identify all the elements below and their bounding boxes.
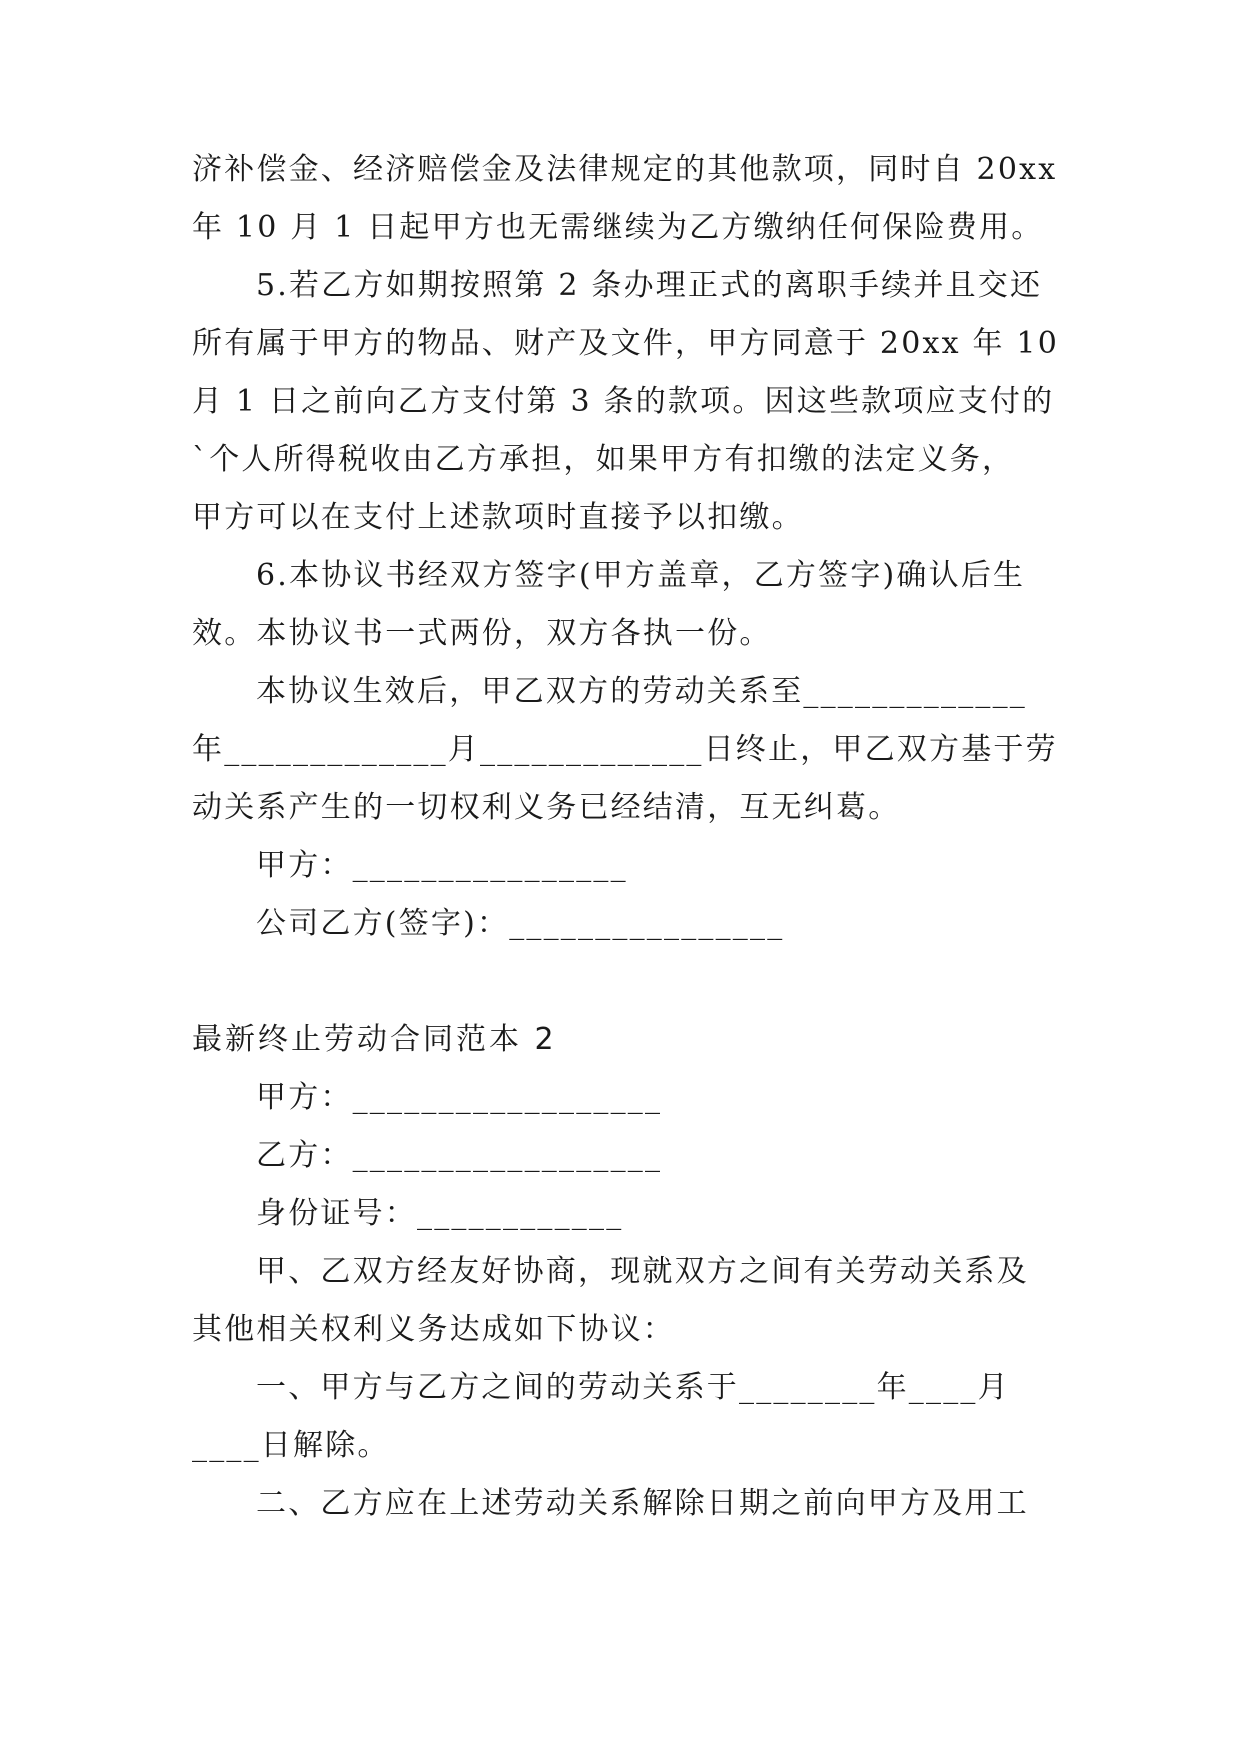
clause-line: 二、乙方应在上述劳动关系解除日期之前向甲方及用工	[256, 1486, 1029, 1521]
party-a-field: 甲方：__________________	[256, 1080, 663, 1115]
clause-line: 一、甲方与乙方之间的劳动关系于________年____月	[256, 1370, 1010, 1405]
text-line: 动关系产生的一切权利义务已经结清，互无纠葛。	[192, 790, 901, 825]
text-line: `个人所得税收由乙方承担，如果甲方有扣缴的法定义务，	[192, 442, 1015, 477]
text-line: 效。本协议书一式两份，双方各执一份。	[192, 616, 772, 651]
text-line: 年_____________月_____________日终止，甲乙双方基于劳	[192, 732, 1058, 767]
text-line: 5.若乙方如期按照第 2 条办理正式的离职手续并且交还	[256, 268, 1043, 303]
section-title: 最新终止劳动合同范本 2	[192, 1022, 557, 1057]
text-line: 本协议生效后，甲乙双方的劳动关系至_____________	[256, 674, 1027, 709]
text-line: 甲方可以在支付上述款项时直接予以扣缴。	[192, 500, 804, 535]
party-a-signature-line: 甲方：________________	[256, 848, 628, 883]
text-line: 所有属于甲方的物品、财产及文件，甲方同意于 20xx 年 10	[192, 326, 1059, 361]
party-b-field: 乙方：__________________	[256, 1138, 663, 1173]
id-number-field: 身份证号：____________	[256, 1196, 624, 1231]
text-line: 其他相关权利义务达成如下协议：	[192, 1312, 675, 1347]
clause-line: ____日解除。	[192, 1428, 390, 1463]
text-line: 6.本协议书经双方签字(甲方盖章，乙方签字)确认后生	[256, 558, 1026, 593]
party-b-signature-line: 公司乙方(签字)：________________	[256, 906, 785, 941]
text-line: 甲、乙双方经友好协商，现就双方之间有关劳动关系及	[256, 1254, 1029, 1289]
text-line: 月 1 日之前向乙方支付第 3 条的款项。因这些款项应支付的	[192, 384, 1055, 419]
text-line: 济补偿金、经济赔偿金及法律规定的其他款项，同时自 20xx	[192, 152, 1058, 187]
text-line: 年 10 月 1 日起甲方也无需继续为乙方缴纳任何保险费用。	[192, 210, 1044, 245]
